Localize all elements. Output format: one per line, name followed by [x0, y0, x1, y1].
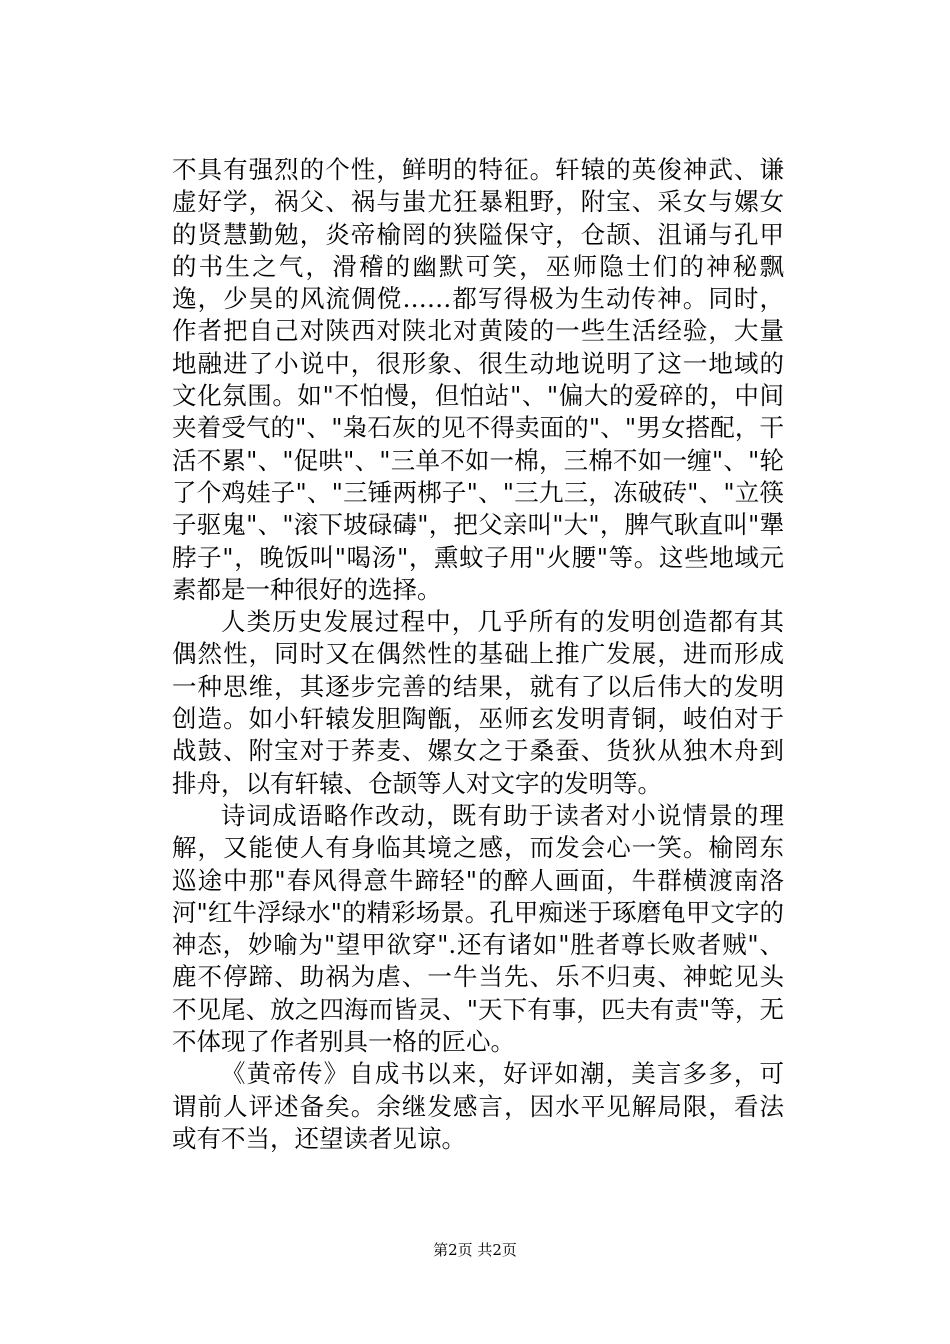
paragraph-4: 《黄帝传》自成书以来，好评如潮，美言多多，可谓前人评述备矣。余继发感言，因水平见解局限，看法或有不当，还望读者见谅。 — [172, 1059, 784, 1153]
paragraph-2: 人类历史发展过程中，几乎所有的发明创造都有其偶然性，同时又在偶然性的基础上推广发展，进而形成一种思维，其逐步完善的结果，就有了以后伟大的发明创造。如小轩辕发胆陶甑，巫师玄发明青铜，岐伯对于战鼓、附宝对于荞麦、嫘女之于桑蚕、货狄从独木舟到排舟，以有轩辕、仓颉等人对文字的发明等。 — [172, 607, 784, 798]
paragraph-1: 不具有强烈的个性，鲜明的特征。轩辕的英俊神武、谦虚好学，祸父、祸与蚩尤狂暴粗野，附宝、采女与嫘女的贤慧勤勉，炎帝榆罔的狭隘保守，仓颉、沮诵与孔甲的书生之气，滑稽的幽默可笑，巫师隐士们的神秘飘逸，少昊的风流倜傥……都写得极为生动传神。同时，作者把自己对陕西对陕北对黄陵的一些生活经验，大量地融进了小说中，很形象、很生动地说明了这一地域的文化氛围。如"不怕慢，但怕站"、"偏大的爱碎的，中间夹着受气的"、"枭石灰的见不得卖面的"、"男女搭配，干活不累"、"促哄"、"三单不如一棉，三棉不如一缠"、"轮了个鸡娃子"、"三锤两梆子"、"三九三，冻破砖"、"立筷子驱鬼"、"滚下坡碌碡"，把父亲叫"大"，脾气耿直叫"犟脖子"，晚饭叫"喝汤"，熏蚊子用"火腰"等。这些地域元素都是一种很好的选择。 — [172, 155, 784, 604]
body-text — [172, 154, 784, 1155]
paragraph-3: 诗词成语略作改动，既有助于读者对小说情景的理解，又能使人有身临其境之感，而发会心一笑。榆罔东巡途中那"春风得意牛蹄轻"的醉人画面，牛群横渡南洛河"红牛浮绿水"的精彩场景。孔甲痴迷于琢磨龟甲文字的神态，妙喻为"望甲欲穿".还有诸如"胜者尊长败者贼"、鹿不停蹄、助祸为虐、一牛当先、乐不归夷、神蛇见头不见尾、放之四海而皆灵、"天下有事，匹夫有责"等，无不体现了作者别具一格的匠心。 — [172, 800, 784, 1057]
page-footer: 第2页 共2页 — [433, 1241, 517, 1259]
